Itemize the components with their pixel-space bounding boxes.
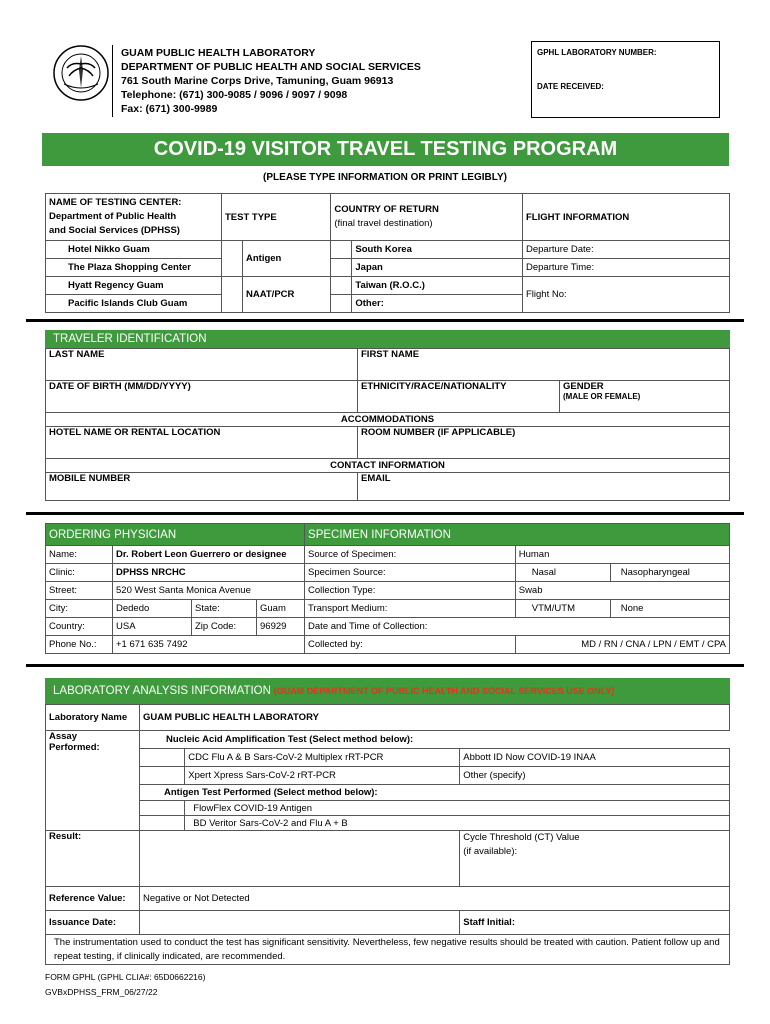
lab-number-label: GPHL LABORATORY NUMBER: — [537, 48, 657, 57]
flight-header: FLIGHT INFORMATION — [523, 194, 730, 241]
mobile-field[interactable]: MOBILE NUMBER — [46, 473, 358, 501]
country-checkbox[interactable] — [331, 295, 352, 313]
lab-fax: Fax: (671) 300-9989 — [121, 103, 218, 115]
lab-name-label: Laboratory Name — [46, 705, 140, 731]
transport-label: Transport Medium: — [305, 600, 516, 618]
nasal-option[interactable]: Nasal — [515, 564, 610, 582]
testing-table — [45, 193, 730, 313]
traveler-section — [45, 330, 730, 501]
collected-by-options[interactable]: MD / RN / CNA / LPN / EMT / CPA — [515, 636, 729, 654]
none-option[interactable]: None — [610, 600, 729, 618]
collected-by-label: Collected by: — [305, 636, 516, 654]
collection-type-label: Collection Type: — [305, 582, 516, 600]
phone-value: +1 671 635 7492 — [113, 636, 305, 654]
naat-option[interactable]: Xpert Xpress Sars-CoV-2 rRT-PCR — [185, 767, 460, 785]
antigen-header: Antigen Test Performed (Select method below): — [140, 785, 730, 801]
antigen-checkbox[interactable] — [222, 241, 243, 277]
specimen-source-label: Specimen Source: — [305, 564, 516, 582]
clinic-label: Clinic: — [46, 564, 113, 582]
ct-value-field[interactable]: Cycle Threshold (CT) Value (if available): — [460, 831, 730, 887]
antigen-option[interactable]: BD Veritor Sars-CoV-2 and Flu A + B — [185, 816, 730, 831]
collection-datetime-field[interactable]: Date and Time of Collection: — [305, 618, 730, 636]
country-option: Japan — [352, 259, 523, 277]
dob-field[interactable]: DATE OF BIRTH (MM/DD/YYYY) — [46, 381, 358, 413]
source-value: Human — [515, 546, 729, 564]
country-option: South Korea — [352, 241, 523, 259]
lab-section-title: LABORATORY ANALYSIS INFORMATION — [53, 685, 271, 697]
dphss-seal — [52, 44, 110, 102]
specimen-section-title: SPECIMEN INFORMATION — [305, 524, 730, 546]
naat-option[interactable]: Other (specify) — [460, 767, 730, 785]
form-id: FORM GPHL (GPHL CLIA#: 65D0662216) — [45, 972, 206, 982]
clinic-value: DPHSS NRCHC — [113, 564, 305, 582]
physician-specimen-table — [45, 523, 730, 654]
nasopharyngeal-option[interactable]: Nasopharyngeal — [610, 564, 729, 582]
issuance-date-field[interactable] — [140, 911, 460, 935]
country-option: Taiwan (R.O.C.) — [352, 277, 523, 295]
first-name-field[interactable]: FIRST NAME — [358, 349, 730, 381]
traveler-section-title: TRAVELER IDENTIFICATION — [45, 330, 730, 348]
email-field[interactable]: EMAIL — [358, 473, 730, 501]
vtm-option[interactable]: VTM/UTM — [515, 600, 610, 618]
reference-value: Negative or Not Detected — [140, 887, 730, 911]
test-type-antigen: Antigen — [243, 241, 331, 277]
form-subtitle: (PLEASE TYPE INFORMATION OR PRINT LEGIBLY) — [263, 172, 507, 183]
ethnicity-field[interactable]: ETHNICITY/RACE/NATIONALITY — [358, 381, 560, 413]
lab-name: GUAM PUBLIC HEALTH LABORATORY — [121, 47, 316, 59]
lab-section-note: (GUAM DEPARTMENT OF PUBLIC HEALTH AND SOCIAL SERVICES USE ONLY) — [273, 686, 615, 696]
lab-name-value: GUAM PUBLIC HEALTH LABORATORY — [140, 705, 730, 731]
room-field[interactable]: ROOM NUMBER (IF APPLICABLE) — [358, 427, 730, 459]
lab-table — [45, 704, 730, 965]
country-checkbox[interactable] — [331, 259, 352, 277]
street-label: Street: — [46, 582, 113, 600]
state-label: State: — [192, 600, 257, 618]
testing-center-header: NAME OF TESTING CENTER: Department of Public Health and Social Services (DPHSS) — [46, 194, 222, 241]
city-label: City: — [46, 600, 113, 618]
divider — [26, 512, 744, 515]
physician-name: Dr. Robert Leon Guerrero or designee — [113, 546, 305, 564]
naat-checkbox[interactable] — [222, 277, 243, 313]
departure-time-field[interactable]: Departure Time: — [523, 259, 730, 277]
last-name-field[interactable]: LAST NAME — [46, 349, 358, 381]
testing-center-option[interactable]: The Plaza Shopping Center — [46, 259, 222, 277]
testing-center-option[interactable]: Hyatt Regency Guam — [46, 277, 222, 295]
naat-checkbox[interactable] — [140, 749, 185, 767]
test-type-header: TEST TYPE — [222, 194, 331, 241]
source-label: Source of Specimen: — [305, 546, 516, 564]
reference-label: Reference Value: — [46, 887, 140, 911]
street-value: 520 West Santa Monica Avenue — [113, 582, 305, 600]
collection-type-value: Swab — [515, 582, 729, 600]
form-title: COVID-19 VISITOR TRAVEL TESTING PROGRAM — [42, 133, 729, 166]
date-received-label: DATE RECEIVED: — [537, 82, 604, 91]
gender-field[interactable]: GENDER (MALE OR FEMALE) — [560, 381, 730, 413]
divider — [26, 664, 744, 667]
accommodations-header: ACCOMMODATIONS — [46, 413, 730, 427]
flight-number-field[interactable]: Flight No: — [523, 277, 730, 313]
physician-section-title: ORDERING PHYSICIAN — [46, 524, 305, 546]
issuance-label: Issuance Date: — [46, 911, 140, 935]
lab-section-header — [45, 678, 730, 704]
naat-option[interactable]: CDC Flu A & B Sars-CoV-2 Multiplex rRT-PCR — [185, 749, 460, 767]
country-label: Country: — [46, 618, 113, 636]
naat-option[interactable]: Abbott ID Now COVID-19 INAA — [460, 749, 730, 767]
testing-center-option[interactable]: Pacific Islands Club Guam — [46, 295, 222, 313]
department-name: DEPARTMENT OF PUBLIC HEALTH AND SOCIAL SERVICES — [121, 61, 421, 73]
name-label: Name: — [46, 546, 113, 564]
testing-center-option[interactable]: Hotel Nikko Guam — [46, 241, 222, 259]
test-type-naat: NAAT/PCR — [243, 277, 331, 313]
result-label: Result: — [46, 831, 140, 887]
hotel-field[interactable]: HOTEL NAME OR RENTAL LOCATION — [46, 427, 358, 459]
antigen-option[interactable]: FlowFlex COVID-19 Antigen — [185, 801, 730, 816]
naat-header: Nucleic Acid Amplification Test (Select method below): — [166, 734, 414, 745]
naat-checkbox[interactable] — [140, 767, 185, 785]
disclaimer-note: The instrumentation used to conduct the test has significant sensitivity. Nevertheless, few negative results should be treated with caution. Patient follow up and repeat testing, if clinically indicated, are recommended. — [46, 935, 730, 965]
country-value: USA — [113, 618, 192, 636]
result-field[interactable] — [140, 831, 460, 887]
zip-value: 96929 — [257, 618, 305, 636]
divider — [26, 319, 744, 322]
lab-telephone: Telephone: (671) 300-9085 / 9096 / 9097 / 9098 — [121, 89, 348, 101]
city-value: Dededo — [113, 600, 192, 618]
country-option[interactable]: Other: — [352, 295, 523, 313]
country-checkbox[interactable] — [331, 241, 352, 259]
country-header: COUNTRY OF RETURN (final travel destination) — [331, 194, 523, 241]
assay-label: Assay Performed: — [46, 731, 140, 831]
contact-header: CONTACT INFORMATION — [46, 459, 730, 473]
departure-date-field[interactable]: Departure Date: — [523, 241, 730, 259]
phone-label: Phone No.: — [46, 636, 113, 654]
lab-use-box — [531, 41, 720, 118]
country-checkbox[interactable] — [331, 277, 352, 295]
lab-address: 761 South Marine Corps Drive, Tamuning, Guam 96913 — [121, 75, 394, 87]
state-value: Guam — [257, 600, 305, 618]
staff-initial-field[interactable]: Staff Initial: — [460, 911, 730, 935]
form-version: GVBxDPHSS_FRM_06/27/22 — [45, 987, 158, 997]
zip-label: Zip Code: — [192, 618, 257, 636]
